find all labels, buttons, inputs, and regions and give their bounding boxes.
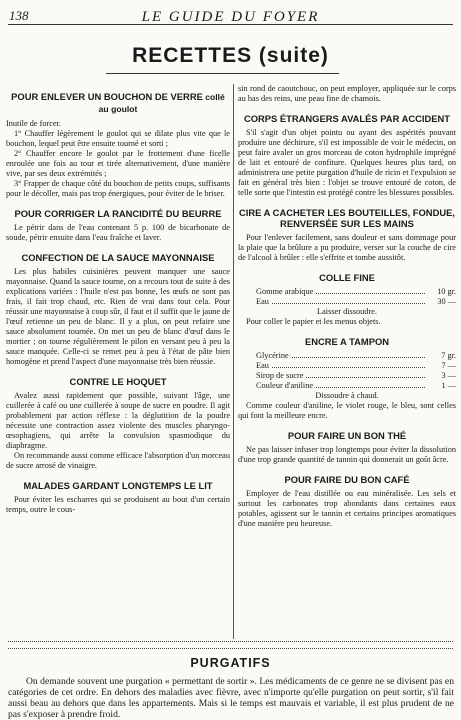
paragraph: S'il s'agit d'un objet pointu ou ayant des aspérités pouvant produire une déchirure, s'il est impossible de voir le médecin, on peut faire avaler un gros morceau de coton hydrophile imprégné de lait et entouré de confiture. Quelques heures plus tard, on administrera une petite purgation d'huile de ricin et l'expulsion se fait en général très bien : l'objet se trouve entouré de coton, de telle sorte que l'intestin est protégé contre les blessures possibles. bbox=[238, 128, 456, 197]
section-heading: POUR CORRIGER LA RANCIDITÉ DU BEURRE bbox=[14, 208, 222, 219]
paragraph: Comme couleur d'aniline, le violet rouge, le bleu, sont celles qui font la meilleure encre. bbox=[238, 401, 456, 420]
title-underline bbox=[106, 73, 339, 74]
section-heading: MALADES GARDANT LONGTEMPS LE LIT bbox=[23, 480, 213, 491]
instruction: Dissoudre à chaud. bbox=[315, 391, 379, 400]
paragraph: Avalez aussi rapidement que possible, suivant l'âge, une cuillerée à café ou une cuillerée à soupe de sucre en poudre. Il agit probablement par action réflexe : la déglutition de la poudre nécessite une contraction assez violente des muscles pharyngo-œsophagiens, qui arrête la convulsion spasmodique du diaphragme. bbox=[6, 391, 230, 450]
right-column bbox=[238, 84, 456, 529]
paragraph-purgatifs: On demande souvent une purgation « permettant de sortir ». Les médicaments de ce genre ne se divisent pas en catégories de cet ordre. En dehors des maladies avec fièvre, avec n'importe qu'elle purgation on peut sortir, s'il fait aussi beau au dehors que dans les appartements. Mais si le temps est mauvais et variable, il est plus prudent de ne pas s'exposer à prendre froid. bbox=[8, 676, 454, 720]
instruction: Laisser dissoudre. bbox=[317, 307, 377, 316]
paragraph: Ne pas laisser infuser trop longtemps pour éviter la dissolution d'une trop grande quantité de tannin qui donnerait un goût âcre. bbox=[238, 445, 456, 464]
section-heading: POUR ENLEVER UN BOUCHON DE VERRE collé au goulot bbox=[11, 91, 225, 114]
paragraph: Pour éviter les escharres qui se produisent au bout d'un certain temps, outre le cous- bbox=[6, 495, 230, 514]
decorative-divider bbox=[8, 641, 453, 649]
paragraph-continuation: sin rond de caoutchouc, on peut employer, appliquée sur le corps au bas des reins, une peau fine de chamois. bbox=[238, 84, 456, 103]
paragraph: 3° Frapper de chaque côté du bouchon de petits coups, suffisants pour le décoller, mais pas trop énergiques, pour éviter de le briser. bbox=[6, 179, 230, 198]
paragraph: Pour coller le papier et les menus objets. bbox=[246, 317, 381, 326]
paragraph: Le pétrir dans de l'eau contenant 5 p. 100 de bicarbonate de soude, pétrir ensuite dans l'eau fraîche et laver. bbox=[6, 223, 230, 242]
section-heading: POUR FAIRE UN BON THÉ bbox=[287, 430, 407, 441]
section-heading-purgatifs: PURGATIFS bbox=[190, 656, 271, 670]
paragraph: Inutile de forcer. bbox=[6, 119, 62, 128]
page-number: 138 bbox=[9, 8, 29, 23]
section-heading: CONTRE LE HOQUET bbox=[69, 376, 167, 387]
ingredient-row: Glycérine 7 gr. bbox=[256, 351, 456, 360]
paragraph: 1° Chauffer légèrement le goulot qui se dilate plus vite que le bouchon, lequel peut être ensuite tourné et sorti ; bbox=[6, 129, 230, 148]
section-heading: ENCRE A TAMPON bbox=[304, 336, 390, 347]
section-heading: CIRE A CACHETER LES BOUTEILLES, FONDUE, RENVERSÉE SUR LES MAINS bbox=[239, 207, 455, 229]
ingredient-row: Gomme arabique 10 gr. bbox=[256, 287, 456, 296]
ingredient-row: Sirop de sucre 3 — bbox=[256, 371, 456, 380]
left-column bbox=[6, 84, 230, 515]
page-title: RECETTES (suite) bbox=[132, 44, 329, 67]
section-heading: COLLE FINE bbox=[319, 272, 375, 283]
section-heading: CONFECTION DE LA SAUCE MAYONNAISE bbox=[21, 252, 215, 263]
column-divider bbox=[233, 84, 234, 639]
ingredient-row: Eau 7 — bbox=[256, 361, 456, 370]
paragraph: On recommande aussi comme efficace l'absorption d'un morceau de sucre arrosé de vinaigre. bbox=[6, 451, 230, 470]
paragraph: 2° Chauffer encore le goulot par le frottement d'une ficelle enroulée une fois au tour et tirée alternativement, d'une manière vive, par ses deux extrémités ; bbox=[6, 149, 230, 178]
paragraph: Employer de l'eau distillée ou eau minéralisée. Les sels et surtout les carbonates trop abondants dans certaines eaux potables, agissent sur le tannin et certains principes aromatiques d'une manière peu heureuse. bbox=[238, 489, 456, 528]
ingredient-row: Eau 30 — bbox=[256, 297, 456, 306]
paragraph: Les plus habiles cuisinières peuvent manquer une sauce mayonnaise. Quand la sauce tourne, on a recours tout de suite à des explications variées : l'huile n'est pas bonne, les œufs ne sont pas frais, il fait trop chaud, etc. Rien de vrai dans tout cela. Pour réussir une mayonnaise à coup sûr, il faut et il suffit que le jaune de l'œuf retienne un peu de blanc. Il y a plus, on peut refaire une sauce absolument tournée. On met un peu de blanc d'œuf dans le mortier ; on tourne régulièrement le pilon en versant peu à peu la sauce manquée. Celle-ci se remet peu à peu à l'état de pâte bien homogène et prend l'aspect d'une mayonnaise très bien réussie. bbox=[6, 267, 230, 366]
paragraph: Pour l'enlever facilement, sans douleur et sans dommage pour la plaie que la brûlure a pu produire, verser sur la couche de cire de l'alcool à brûler : elle s'effrite et tombe aussitôt. bbox=[238, 233, 456, 262]
section-heading: CORPS ÉTRANGERS AVALÉS PAR ACCIDENT bbox=[243, 113, 451, 124]
running-title: LE GUIDE DU FOYER bbox=[141, 9, 320, 25]
ingredient-row: Couleur d'aniline 1 — bbox=[256, 381, 456, 390]
running-head bbox=[0, 6, 461, 26]
header-rule bbox=[8, 24, 453, 25]
section-heading: POUR FAIRE DU BON CAFÉ bbox=[284, 474, 410, 485]
